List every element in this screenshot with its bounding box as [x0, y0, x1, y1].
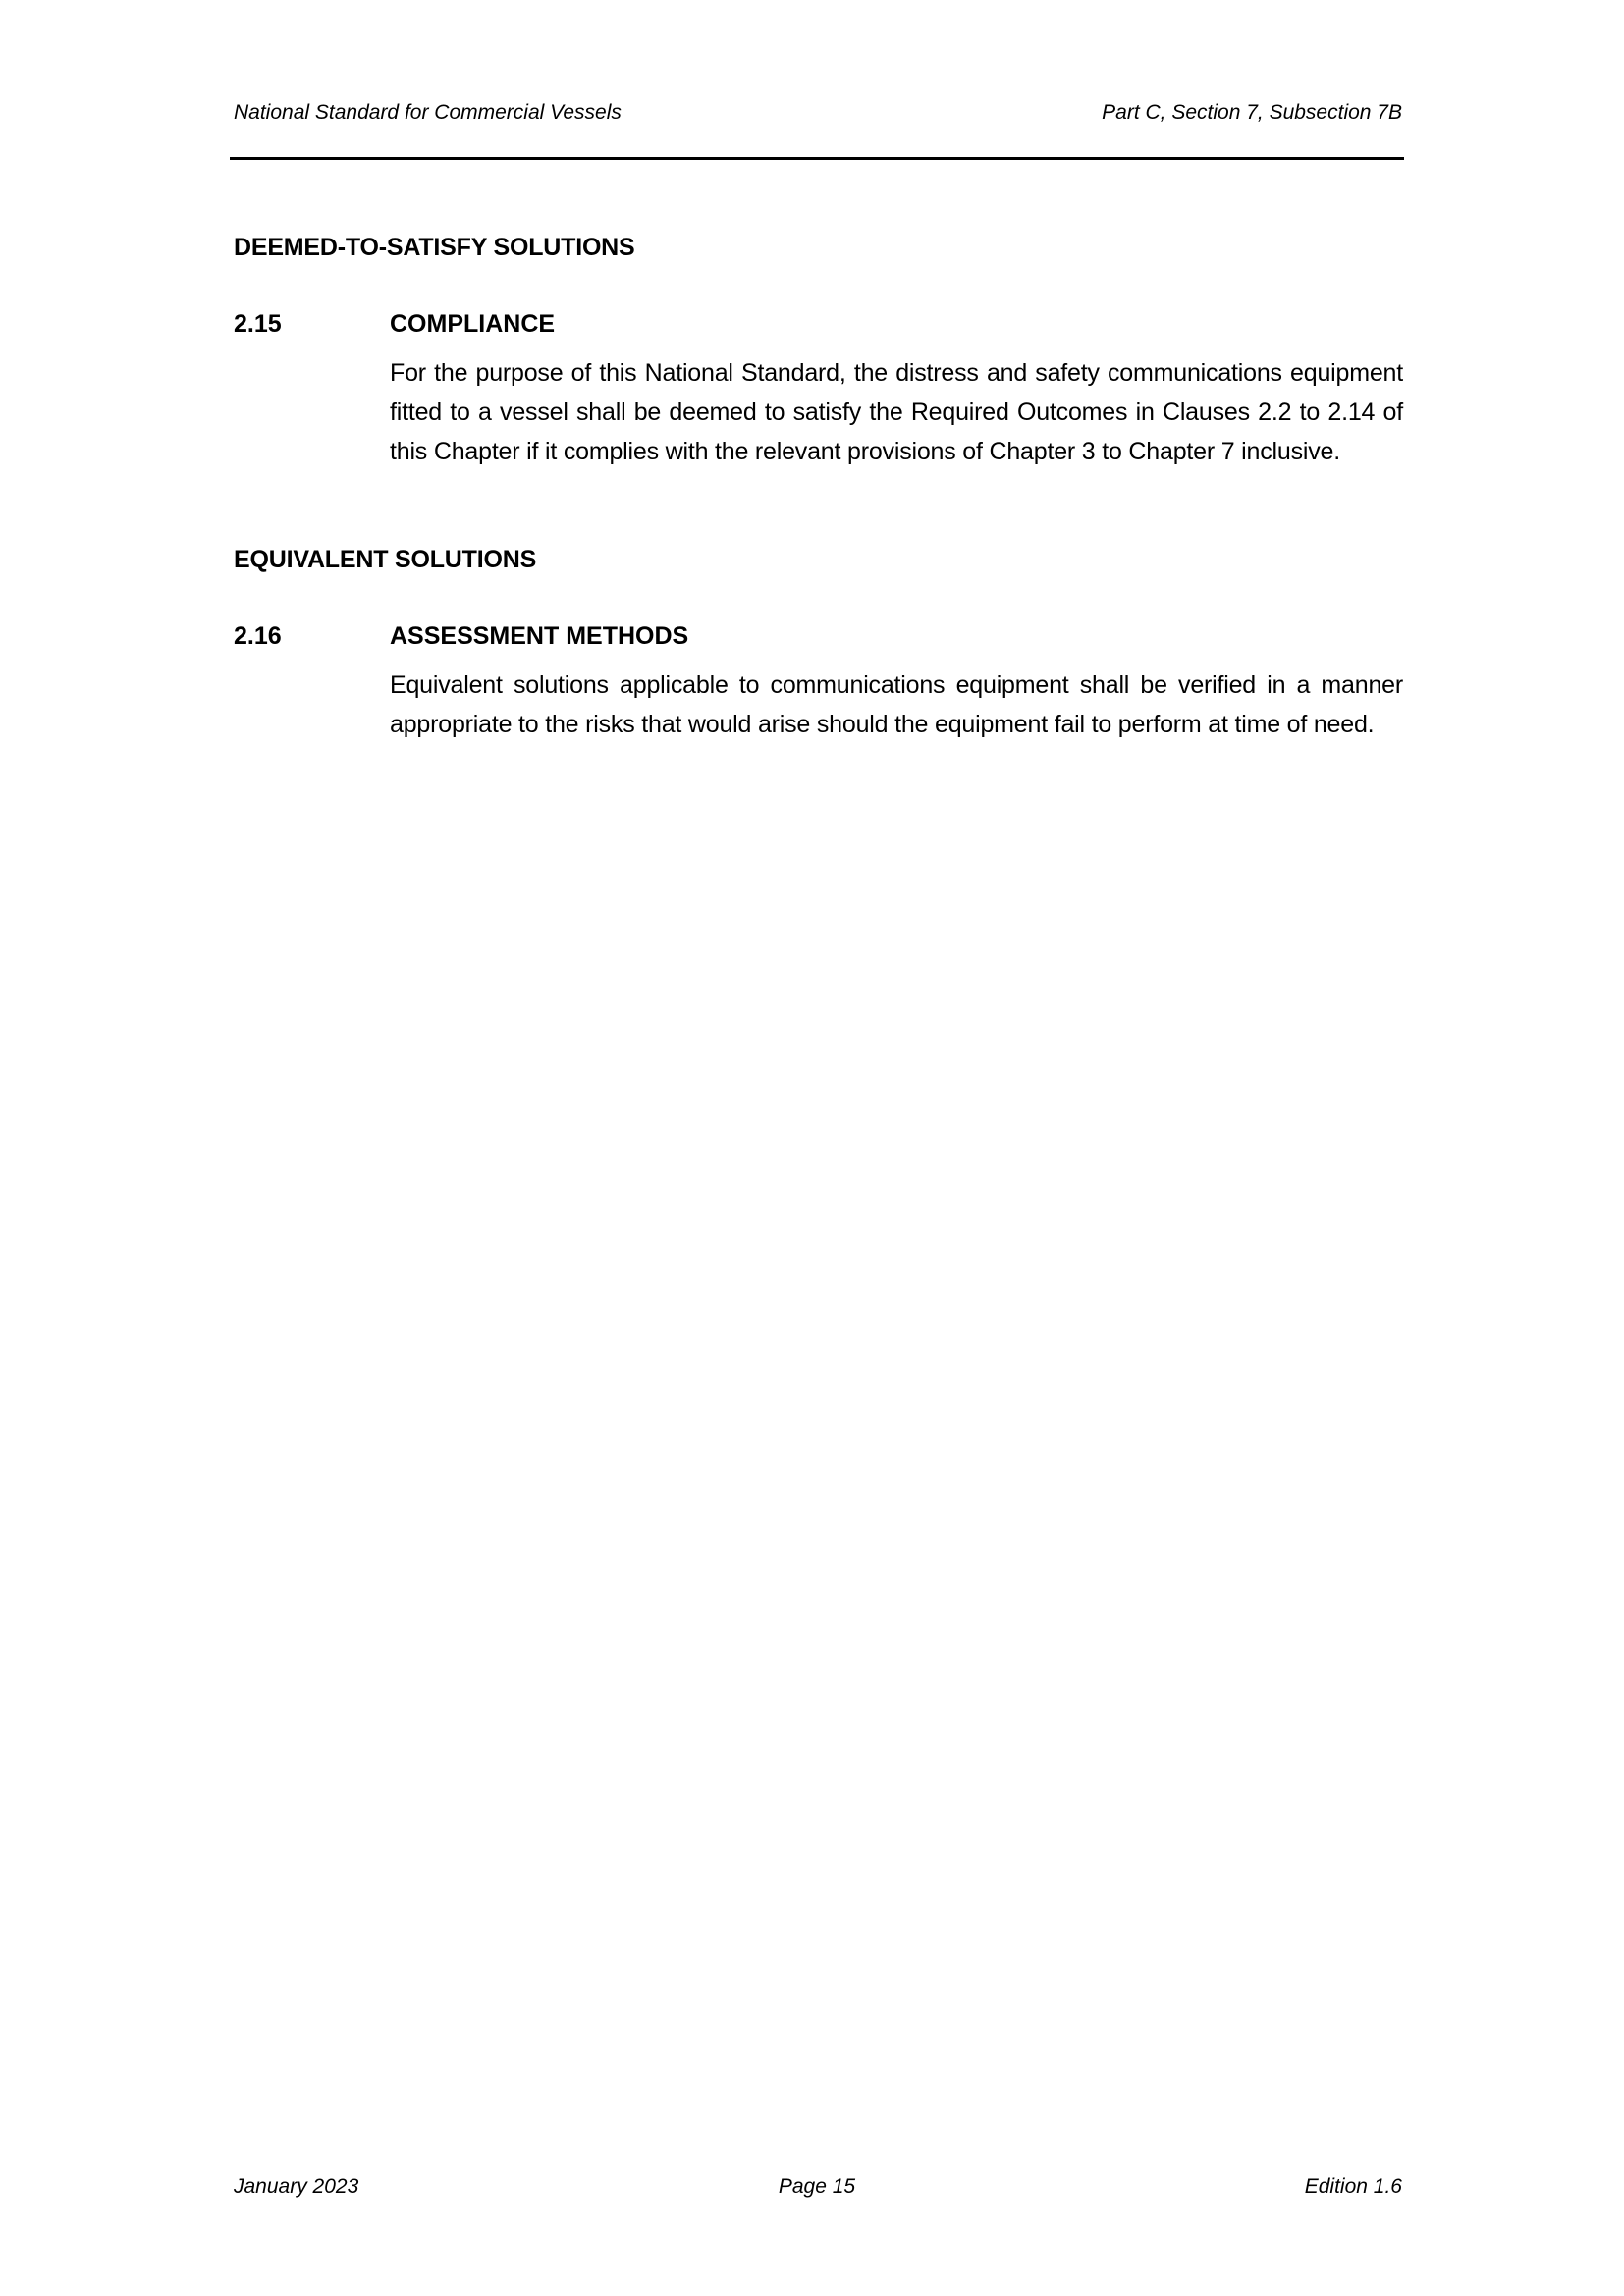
clause-text-compliance: For the purpose of this National Standard, the distress and safety communications equipment fitted to a vessel shall be deemed to satisfy the Required Outcomes in Clauses 2.2 to 2.14 of this Chapter if it complies with the relevant provisions of Chapter 3 to Chapter 7 inclusive. [390, 359, 1403, 465]
clause-title-assessment-methods: ASSESSMENT METHODS [390, 622, 689, 650]
clause-number-2-16: 2.16 [234, 622, 282, 650]
header-document-title: National Standard for Commercial Vessels [234, 101, 622, 124]
section-heading-equivalent-solutions: EQUIVALENT SOLUTIONS [234, 546, 537, 573]
clause-text-assessment-methods: Equivalent solutions applicable to communications equipment shall be verified in a manner appropriate to the risks that would arise should the equipment fail to perform at time of need. [390, 671, 1403, 738]
footer-date: January 2023 [234, 2175, 359, 2198]
header-divider [230, 157, 1404, 160]
header-section-reference: Part C, Section 7, Subsection 7B [1102, 101, 1402, 124]
page-header [232, 101, 1402, 131]
clause-number-2-15: 2.15 [234, 310, 282, 338]
page-footer [232, 2175, 1402, 2205]
footer-page-number: Page 15 [778, 2175, 856, 2198]
clause-title-compliance: COMPLIANCE [390, 310, 556, 338]
section-heading-deemed-to-satisfy: DEEMED-TO-SATISFY SOLUTIONS [234, 234, 635, 261]
footer-edition: Edition 1.6 [1304, 2175, 1402, 2198]
